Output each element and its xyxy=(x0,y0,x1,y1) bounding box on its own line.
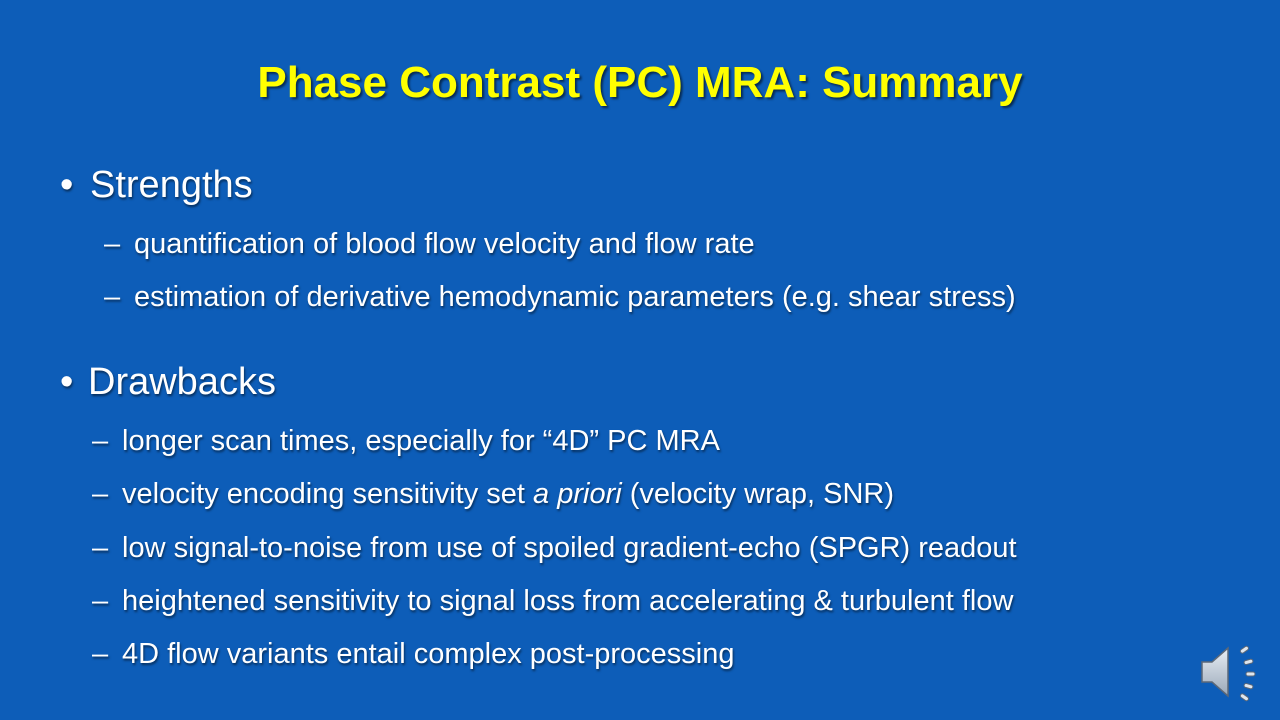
drawbacks-item-italic: a priori xyxy=(533,478,622,510)
speaker-icon-graphic xyxy=(1196,640,1266,704)
drawbacks-item-text: 4D flow variants entail complex post-processing xyxy=(122,638,735,670)
dash: – xyxy=(104,228,121,260)
slide-title: Phase Contrast (PC) MRA: Summary xyxy=(257,58,1023,107)
bullet-dot: • xyxy=(60,361,74,403)
dash: – xyxy=(92,478,109,510)
dash: – xyxy=(92,425,109,457)
drawbacks-item-text: heightened sensitivity to signal loss from accelerating & turbulent flow xyxy=(122,585,1014,617)
drawbacks-item xyxy=(92,638,735,671)
drawbacks-item-text: velocity encoding sensitivity set xyxy=(122,478,534,510)
strengths-heading: Strengths xyxy=(90,164,253,206)
speaker-icon[interactable] xyxy=(1196,640,1266,704)
drawbacks-heading: Drawbacks xyxy=(88,361,276,403)
strengths-item-text: quantification of blood flow velocity and flow rate xyxy=(134,228,755,260)
drawbacks-item xyxy=(92,425,720,458)
dash: – xyxy=(92,532,109,564)
drawbacks-item xyxy=(92,532,1017,565)
bullet-strengths xyxy=(60,164,253,207)
bullet-drawbacks xyxy=(60,361,276,404)
drawbacks-item-text: longer scan times, especially for “4D” PC MRA xyxy=(122,425,720,457)
drawbacks-item-text: low signal-to-noise from use of spoiled gradient-echo (SPGR) readout xyxy=(122,532,1017,564)
drawbacks-item-text: (velocity wrap, SNR) xyxy=(621,478,895,510)
strengths-item-text: estimation of derivative hemodynamic parameters (e.g. shear stress) xyxy=(134,281,1016,313)
dash: – xyxy=(92,638,109,670)
strengths-item xyxy=(104,281,1016,314)
drawbacks-item xyxy=(92,478,894,511)
strengths-item xyxy=(104,228,755,261)
dash: – xyxy=(104,281,121,313)
drawbacks-item xyxy=(92,585,1013,618)
dash: – xyxy=(92,585,109,617)
bullet-dot: • xyxy=(60,164,74,206)
